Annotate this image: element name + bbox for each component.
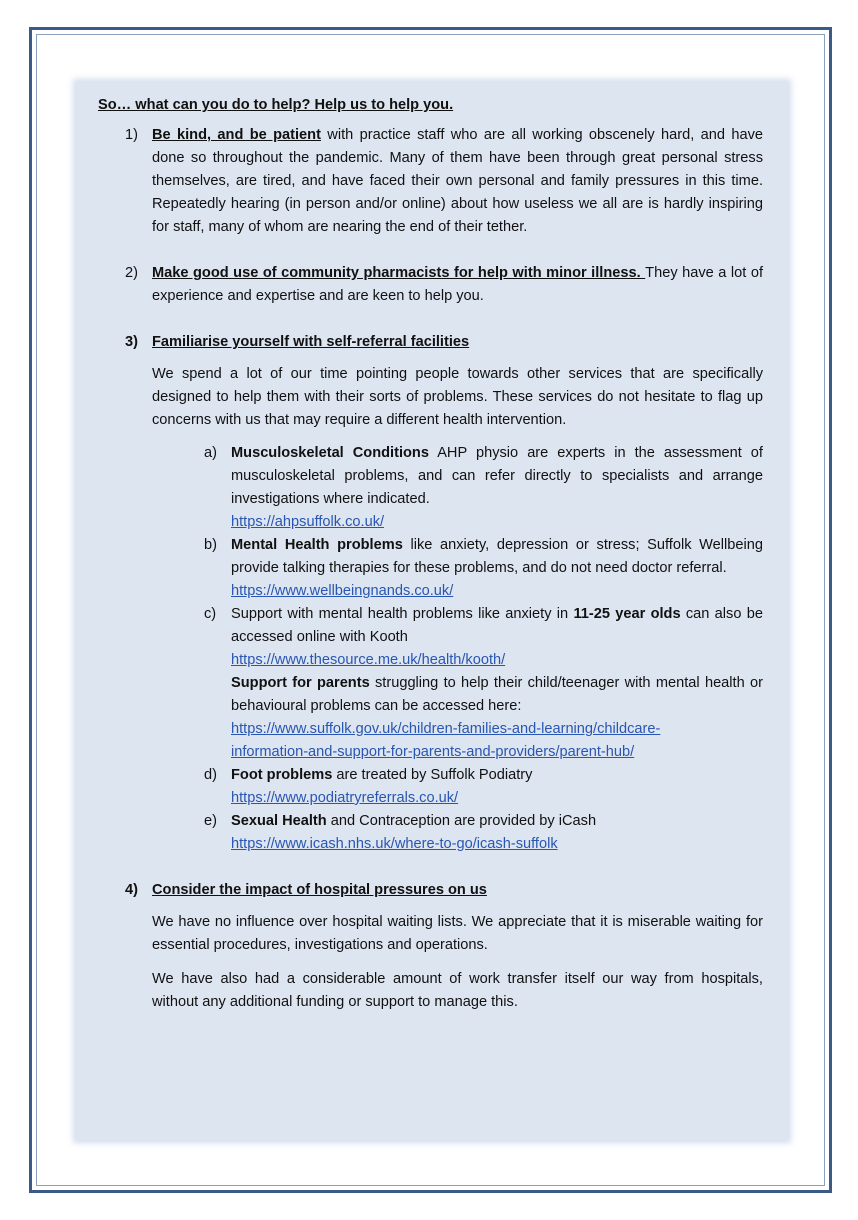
self-referral-list <box>98 442 763 856</box>
item-text: They have a lot of experience and expertise and are keen to help you. <box>152 265 763 304</box>
sub-item-e <box>98 810 763 856</box>
sub-item-letter: e) <box>204 813 217 829</box>
item-number: 3) <box>125 334 138 350</box>
sub-item-d <box>98 764 763 810</box>
sub-item-text: and Contraception are provided by iCash <box>326 813 597 829</box>
sub-item-letter: c) <box>204 606 217 622</box>
page-heading: So… what can you do to help? Help us to help you. <box>98 97 454 113</box>
item-paragraph-2: We have also had a considerable amount of work transfer itself our way from hospitals, without any additional funding or support to manage this. <box>152 971 763 1010</box>
podiatry-link[interactable]: https://www.podiatryreferrals.co.uk/ <box>231 790 459 806</box>
item-title: Be kind, and be patient <box>152 127 321 143</box>
ahp-suffolk-link[interactable]: https://ahpsuffolk.co.uk/ <box>231 514 385 530</box>
document-body <box>98 94 763 1036</box>
wellbeing-link[interactable]: https://www.wellbeingnands.co.uk/ <box>231 583 454 599</box>
sub-item-letter: d) <box>204 767 217 783</box>
item-paragraph-1: We have no influence over hospital waiting lists. We appreciate that it is miserable waiting for essential procedures, investigations and operations. <box>152 914 763 953</box>
sub-item-title: Musculoskeletal Conditions <box>231 445 429 461</box>
sub-item-text: like anxiety, depression or stress; Suffolk Wellbeing provide talking therapies for these problems, and do not need doctor referral. <box>231 537 763 576</box>
item-paragraph: We spend a lot of our time pointing people towards other services that are specifically designed to help them with their sorts of problems. These services do not hesitate to flag up concerns with us that may require a different health intervention. <box>152 366 763 428</box>
sub-item-title: 11-25 year olds <box>573 606 681 622</box>
item-title: Make good use of community pharmacists for help with minor illness. <box>152 265 646 281</box>
sub-item-text: can also be accessed online with Kooth <box>231 606 763 645</box>
sub-item-text-pre: Support with mental health problems like anxiety in <box>231 606 574 622</box>
item-title: Consider the impact of hospital pressures on us <box>152 882 487 898</box>
sub-item-letter: b) <box>204 537 217 553</box>
icash-link[interactable]: https://www.icash.nhs.uk/where-to-go/icash-suffolk <box>231 836 558 852</box>
parent-hub-link[interactable] <box>231 721 660 760</box>
sub-item-text: are treated by Suffolk Podiatry <box>332 767 533 783</box>
parent-hub-link-line-2: information-and-support-for-parents-and-providers/parent-hub/ <box>231 744 635 760</box>
list-item-3 <box>98 331 763 432</box>
list-item-2 <box>98 262 763 308</box>
sub-item-letter: a) <box>204 445 217 461</box>
item-number: 2) <box>125 265 138 281</box>
item-text: with practice staff who are all working obscenely hard, and have done so throughout the pandemic. Many of them have been through great personal stress themselves, are tired, and have faced their own personal and family pressures in this time. Repeatedly hearing (in person and/or online) about how useless we all are is hardly inspiring for staff, many of whom are nearing the end of their tether. <box>152 127 763 235</box>
sub-item-c <box>98 603 763 764</box>
sub-item-b <box>98 534 763 603</box>
sub-item-a <box>98 442 763 534</box>
kooth-link[interactable]: https://www.thesource.me.uk/health/kooth/ <box>231 652 506 668</box>
sub-item-text: AHP physio are experts in the assessment of musculoskeletal problems, and can refer directly to specialists and arrange investigations where indicated. <box>231 445 763 507</box>
list-item-1 <box>98 124 763 239</box>
parent-hub-link-line-1: https://www.suffolk.gov.uk/children-families-and-learning/childcare- <box>231 721 661 737</box>
item-number: 1) <box>125 127 138 143</box>
list-item-4 <box>98 879 763 1014</box>
sub-item-title-2: Support for parents <box>231 675 370 691</box>
item-number: 4) <box>125 882 138 898</box>
sub-item-title: Sexual Health <box>231 813 327 829</box>
sub-item-text-2: struggling to help their child/teenager with mental health or behavioural problems can be accessed here: <box>231 675 763 714</box>
sub-item-title: Foot problems <box>231 767 333 783</box>
item-title: Familiarise yourself with self-referral facilities <box>152 334 470 350</box>
sub-item-title: Mental Health problems <box>231 537 403 553</box>
